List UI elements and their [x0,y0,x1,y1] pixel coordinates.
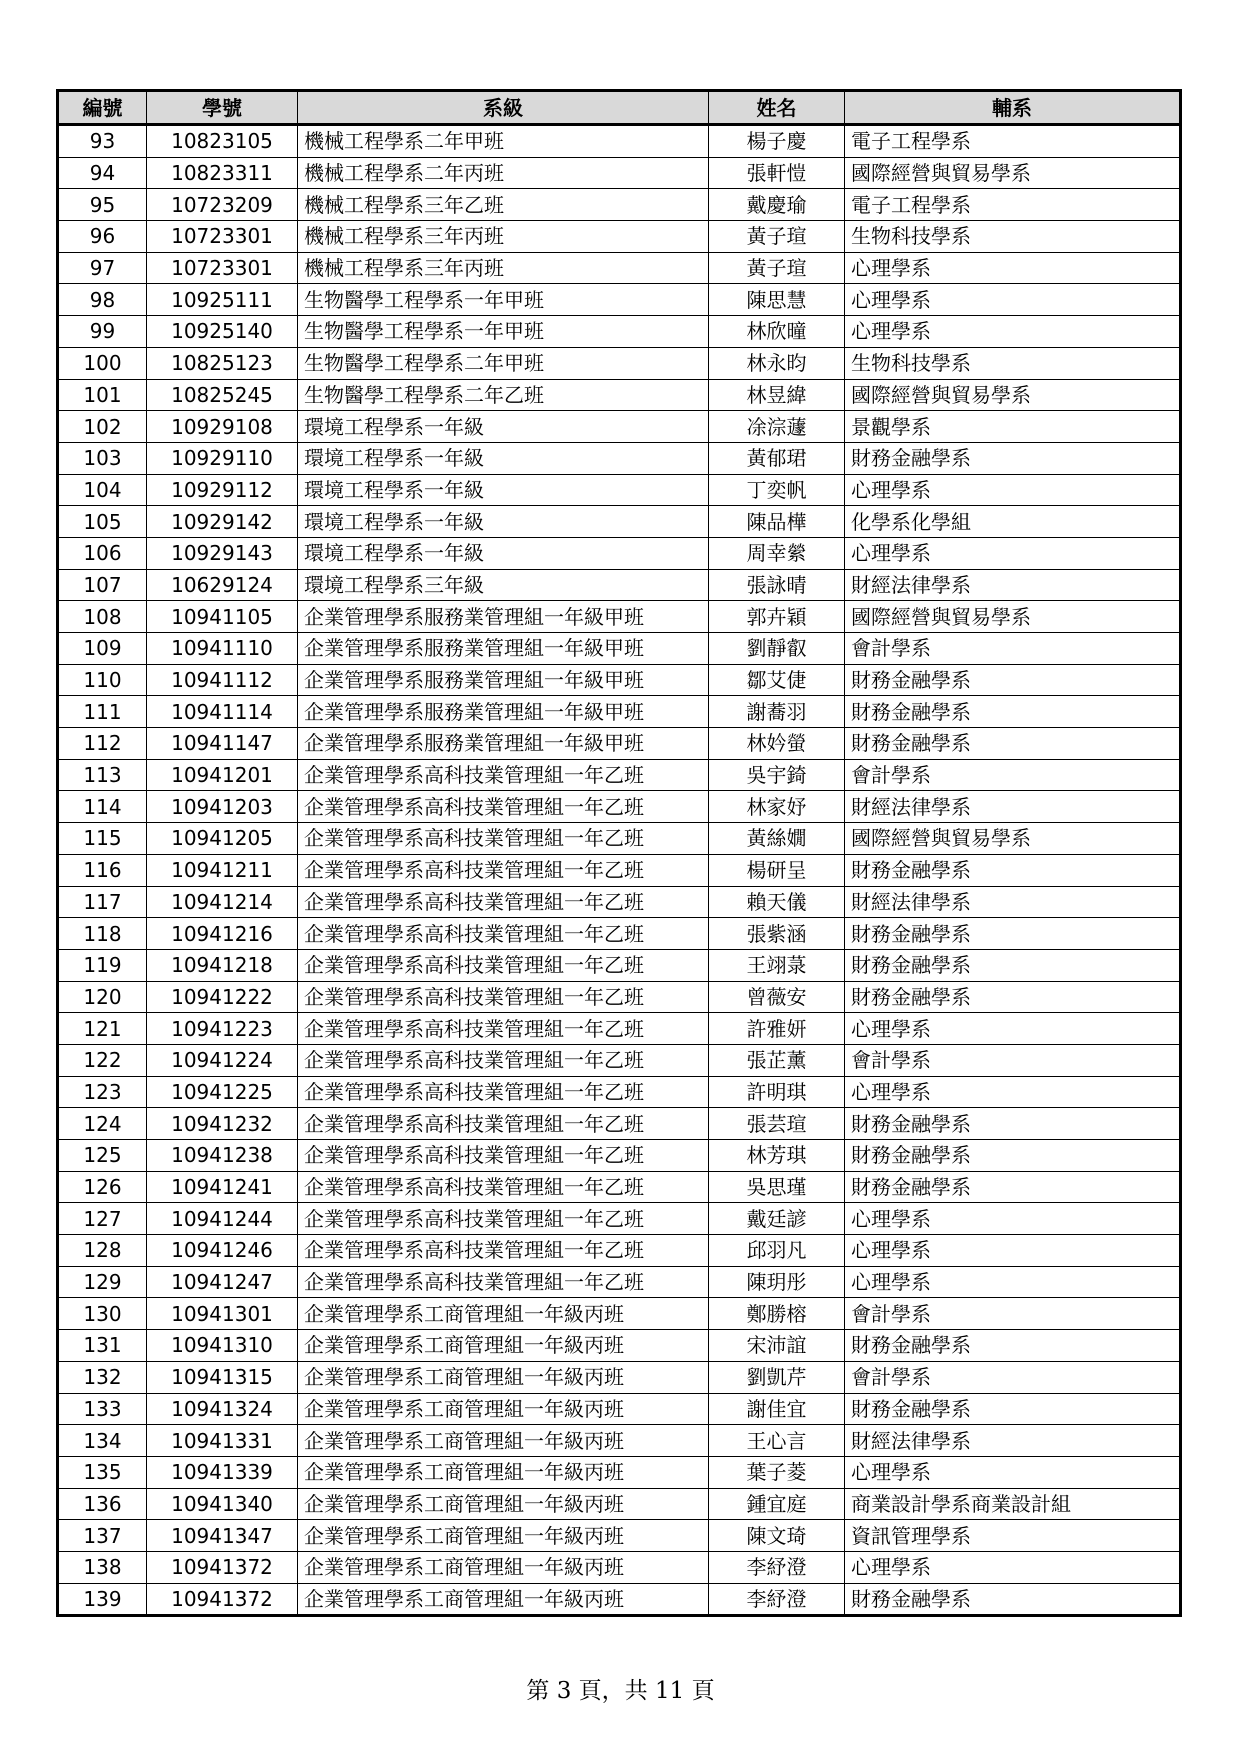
cell-minor: 財務金融學系 [845,1330,1181,1362]
cell-name: 黃子瑄 [709,221,845,253]
cell-number: 114 [58,791,147,823]
cell-number: 121 [58,1013,147,1045]
cell-name: 葉子菱 [709,1456,845,1488]
cell-number: 106 [58,537,147,569]
cell-number: 139 [58,1583,147,1616]
cell-minor: 財務金融學系 [845,696,1181,728]
table-row [58,1044,1181,1076]
cell-name: 陳思慧 [709,284,845,316]
table-row [58,696,1181,728]
cell-department: 機械工程學系三年丙班 [298,252,709,284]
cell-minor: 財務金融學系 [845,1171,1181,1203]
cell-number: 127 [58,1203,147,1235]
cell-minor: 國際經營與貿易學系 [845,379,1181,411]
cell-name: 陳玥彤 [709,1266,845,1298]
cell-minor: 生物科技學系 [845,347,1181,379]
cell-minor: 財務金融學系 [845,728,1181,760]
cell-number: 107 [58,569,147,601]
table-row [58,1583,1181,1616]
table-row [58,442,1181,474]
cell-department: 企業管理學系高科技業管理組一年乙班 [298,1235,709,1267]
cell-minor: 財務金融學系 [845,1583,1181,1616]
table-row [58,1108,1181,1140]
cell-name: 李紓澄 [709,1583,845,1616]
cell-number: 132 [58,1361,147,1393]
cell-name: 張紫涵 [709,918,845,950]
cell-number: 105 [58,506,147,538]
cell-minor: 財經法律學系 [845,791,1181,823]
cell-department: 企業管理學系工商管理組一年級丙班 [298,1520,709,1552]
cell-department: 企業管理學系服務業管理組一年級甲班 [298,696,709,728]
cell-number: 118 [58,918,147,950]
cell-minor: 財務金融學系 [845,442,1181,474]
table-row [58,1076,1181,1108]
header-number: 編號 [58,91,147,125]
cell-student-id: 10941147 [147,728,298,760]
header-row [58,91,1181,125]
table-row [58,1425,1181,1457]
cell-department: 企業管理學系服務業管理組一年級甲班 [298,633,709,665]
cell-department: 企業管理學系高科技業管理組一年乙班 [298,1044,709,1076]
cell-student-id: 10941339 [147,1456,298,1488]
cell-department: 環境工程學系三年級 [298,569,709,601]
table-row [58,981,1181,1013]
cell-department: 企業管理學系高科技業管理組一年乙班 [298,823,709,855]
cell-number: 136 [58,1488,147,1520]
cell-student-id: 10823105 [147,125,298,158]
cell-minor: 財務金融學系 [845,1108,1181,1140]
cell-number: 112 [58,728,147,760]
cell-number: 115 [58,823,147,855]
cell-student-id: 10941241 [147,1171,298,1203]
cell-minor: 心理學系 [845,537,1181,569]
cell-student-id: 10941331 [147,1425,298,1457]
table-row [58,823,1181,855]
cell-student-id: 10941110 [147,633,298,665]
cell-student-id: 10941218 [147,949,298,981]
cell-student-id: 10941223 [147,1013,298,1045]
cell-department: 企業管理學系服務業管理組一年級甲班 [298,664,709,696]
cell-name: 陳品樺 [709,506,845,538]
table-row [58,1456,1181,1488]
table-row [58,949,1181,981]
cell-number: 123 [58,1076,147,1108]
cell-student-id: 10941372 [147,1583,298,1616]
cell-student-id: 10941310 [147,1330,298,1362]
cell-name: 邱羽凡 [709,1235,845,1267]
cell-department: 企業管理學系高科技業管理組一年乙班 [298,1266,709,1298]
cell-number: 100 [58,347,147,379]
cell-number: 104 [58,474,147,506]
cell-student-id: 10825245 [147,379,298,411]
cell-minor: 財務金融學系 [845,1393,1181,1425]
cell-minor: 財務金融學系 [845,1140,1181,1172]
cell-minor: 心理學系 [845,474,1181,506]
cell-department: 企業管理學系高科技業管理組一年乙班 [298,759,709,791]
cell-name: 黃郁珺 [709,442,845,474]
cell-number: 113 [58,759,147,791]
cell-minor: 財務金融學系 [845,918,1181,950]
cell-number: 109 [58,633,147,665]
cell-department: 企業管理學系高科技業管理組一年乙班 [298,1076,709,1108]
cell-department: 企業管理學系工商管理組一年級丙班 [298,1488,709,1520]
cell-department: 生物醫學工程學系一年甲班 [298,284,709,316]
cell-number: 94 [58,157,147,189]
cell-number: 137 [58,1520,147,1552]
cell-minor: 國際經營與貿易學系 [845,157,1181,189]
table-row [58,1140,1181,1172]
cell-name: 黃絲嫺 [709,823,845,855]
table-row [58,1520,1181,1552]
cell-name: 張詠晴 [709,569,845,601]
cell-department: 環境工程學系一年級 [298,474,709,506]
cell-student-id: 10929143 [147,537,298,569]
cell-number: 122 [58,1044,147,1076]
table-row [58,347,1181,379]
cell-name: 林芳琪 [709,1140,845,1172]
cell-student-id: 10723209 [147,189,298,221]
cell-minor: 會計學系 [845,1298,1181,1330]
cell-student-id: 10929112 [147,474,298,506]
cell-name: 許明琪 [709,1076,845,1108]
cell-minor: 電子工程學系 [845,125,1181,158]
table-row [58,791,1181,823]
table-header [58,91,1181,125]
cell-name: 楊子慶 [709,125,845,158]
table-row [58,1235,1181,1267]
cell-name: 丁奕帆 [709,474,845,506]
header-name: 姓名 [709,91,845,125]
cell-number: 128 [58,1235,147,1267]
cell-name: 陳文琦 [709,1520,845,1552]
cell-number: 96 [58,221,147,253]
cell-student-id: 10823311 [147,157,298,189]
cell-department: 企業管理學系高科技業管理組一年乙班 [298,1171,709,1203]
cell-number: 97 [58,252,147,284]
cell-number: 108 [58,601,147,633]
table-row [58,1298,1181,1330]
cell-department: 企業管理學系工商管理組一年級丙班 [298,1330,709,1362]
cell-name: 戴慶瑜 [709,189,845,221]
cell-department: 生物醫學工程學系二年甲班 [298,347,709,379]
cell-number: 95 [58,189,147,221]
cell-department: 生物醫學工程學系二年乙班 [298,379,709,411]
table-row [58,157,1181,189]
cell-number: 130 [58,1298,147,1330]
cell-minor: 心理學系 [845,284,1181,316]
cell-name: 李紓澄 [709,1551,845,1583]
cell-name: 黃子瑄 [709,252,845,284]
cell-department: 企業管理學系工商管理組一年級丙班 [298,1361,709,1393]
cell-student-id: 10723301 [147,252,298,284]
cell-department: 生物醫學工程學系一年甲班 [298,316,709,348]
table-body [58,125,1181,1616]
cell-name: 林欣曈 [709,316,845,348]
page-number: 第 3 頁，共 11 頁 [526,1678,715,1704]
cell-minor: 化學系化學組 [845,506,1181,538]
cell-department: 企業管理學系工商管理組一年級丙班 [298,1456,709,1488]
table-row [58,569,1181,601]
table-row [58,125,1181,158]
table-row [58,221,1181,253]
cell-minor: 心理學系 [845,1551,1181,1583]
cell-department: 機械工程學系三年乙班 [298,189,709,221]
cell-minor: 財務金融學系 [845,664,1181,696]
cell-student-id: 10941225 [147,1076,298,1108]
table-row [58,886,1181,918]
cell-name: 戴廷諺 [709,1203,845,1235]
cell-student-id: 10941201 [147,759,298,791]
cell-minor: 心理學系 [845,252,1181,284]
table-row [58,1361,1181,1393]
cell-minor: 心理學系 [845,1076,1181,1108]
cell-minor: 財務金融學系 [845,854,1181,886]
cell-department: 環境工程學系一年級 [298,537,709,569]
table-row [58,1171,1181,1203]
cell-name: 林永昀 [709,347,845,379]
cell-name: 劉靜叡 [709,633,845,665]
cell-department: 企業管理學系高科技業管理組一年乙班 [298,791,709,823]
cell-minor: 會計學系 [845,1361,1181,1393]
cell-department: 企業管理學系服務業管理組一年級甲班 [298,601,709,633]
cell-student-id: 10825123 [147,347,298,379]
cell-student-id: 10941105 [147,601,298,633]
table-row [58,537,1181,569]
cell-name: 賴天儀 [709,886,845,918]
table-row [58,284,1181,316]
cell-student-id: 10941224 [147,1044,298,1076]
cell-minor: 心理學系 [845,1266,1181,1298]
cell-number: 129 [58,1266,147,1298]
header-student-id: 學號 [147,91,298,125]
cell-department: 企業管理學系高科技業管理組一年乙班 [298,1013,709,1045]
cell-name: 劉凱芹 [709,1361,845,1393]
table-row [58,728,1181,760]
table-row [58,189,1181,221]
table-row [58,316,1181,348]
cell-number: 124 [58,1108,147,1140]
cell-minor: 心理學系 [845,1456,1181,1488]
cell-department: 企業管理學系工商管理組一年級丙班 [298,1298,709,1330]
cell-name: 鍾宜庭 [709,1488,845,1520]
cell-number: 135 [58,1456,147,1488]
cell-name: 張軒愷 [709,157,845,189]
cell-name: 鄭勝榕 [709,1298,845,1330]
cell-student-id: 10941301 [147,1298,298,1330]
cell-department: 環境工程學系一年級 [298,442,709,474]
cell-minor: 會計學系 [845,1044,1181,1076]
cell-minor: 資訊管理學系 [845,1520,1181,1552]
cell-minor: 財經法律學系 [845,569,1181,601]
table-row [58,1330,1181,1362]
cell-number: 126 [58,1171,147,1203]
cell-department: 企業管理學系工商管理組一年級丙班 [298,1583,709,1616]
cell-number: 134 [58,1425,147,1457]
table-row [58,1393,1181,1425]
cell-number: 125 [58,1140,147,1172]
cell-number: 99 [58,316,147,348]
cell-student-id: 10941247 [147,1266,298,1298]
cell-student-id: 10941222 [147,981,298,1013]
cell-number: 138 [58,1551,147,1583]
cell-department: 企業管理學系高科技業管理組一年乙班 [298,918,709,950]
table-row [58,854,1181,886]
cell-student-id: 10941205 [147,823,298,855]
table-row [58,664,1181,696]
cell-minor: 心理學系 [845,1235,1181,1267]
cell-student-id: 10941244 [147,1203,298,1235]
table-row [58,252,1181,284]
cell-name: 許雅妍 [709,1013,845,1045]
table-row [58,633,1181,665]
cell-department: 機械工程學系二年甲班 [298,125,709,158]
table-row [58,601,1181,633]
cell-student-id: 10941112 [147,664,298,696]
cell-student-id: 10723301 [147,221,298,253]
cell-number: 117 [58,886,147,918]
cell-minor: 商業設計學系商業設計組 [845,1488,1181,1520]
cell-name: 謝佳宜 [709,1393,845,1425]
cell-minor: 生物科技學系 [845,221,1181,253]
cell-student-id: 10941372 [147,1551,298,1583]
cell-department: 企業管理學系工商管理組一年級丙班 [298,1425,709,1457]
cell-student-id: 10941324 [147,1393,298,1425]
cell-number: 103 [58,442,147,474]
cell-department: 企業管理學系高科技業管理組一年乙班 [298,1140,709,1172]
cell-minor: 國際經營與貿易學系 [845,823,1181,855]
cell-student-id: 10941232 [147,1108,298,1140]
cell-student-id: 10925111 [147,284,298,316]
cell-student-id: 10941114 [147,696,298,728]
cell-minor: 會計學系 [845,633,1181,665]
cell-minor: 電子工程學系 [845,189,1181,221]
header-minor: 輔系 [845,91,1181,125]
cell-student-id: 10629124 [147,569,298,601]
cell-name: 林昱緯 [709,379,845,411]
cell-student-id: 10941315 [147,1361,298,1393]
cell-student-id: 10929110 [147,442,298,474]
cell-minor: 景觀學系 [845,411,1181,443]
cell-number: 101 [58,379,147,411]
cell-student-id: 10929108 [147,411,298,443]
cell-department: 機械工程學系三年丙班 [298,221,709,253]
cell-name: 楊研呈 [709,854,845,886]
cell-name: 周幸縈 [709,537,845,569]
cell-minor: 財經法律學系 [845,886,1181,918]
cell-number: 119 [58,949,147,981]
table-row [58,918,1181,950]
cell-name: 張芸瑄 [709,1108,845,1140]
cell-minor: 國際經營與貿易學系 [845,601,1181,633]
cell-number: 133 [58,1393,147,1425]
cell-student-id: 10941203 [147,791,298,823]
cell-department: 企業管理學系高科技業管理組一年乙班 [298,981,709,1013]
cell-minor: 財務金融學系 [845,981,1181,1013]
table-row [58,506,1181,538]
cell-student-id: 10941238 [147,1140,298,1172]
cell-name: 吳思瑾 [709,1171,845,1203]
cell-name: 王心言 [709,1425,845,1457]
cell-number: 98 [58,284,147,316]
cell-student-id: 10941214 [147,886,298,918]
table-row [58,1013,1181,1045]
cell-name: 郭卉穎 [709,601,845,633]
cell-department: 企業管理學系高科技業管理組一年乙班 [298,1203,709,1235]
cell-number: 110 [58,664,147,696]
cell-minor: 心理學系 [845,1013,1181,1045]
cell-name: 凃淙蘧 [709,411,845,443]
cell-name: 曾薇安 [709,981,845,1013]
table-row [58,1488,1181,1520]
cell-name: 林家妤 [709,791,845,823]
cell-department: 企業管理學系高科技業管理組一年乙班 [298,949,709,981]
header-department: 系級 [298,91,709,125]
cell-minor: 財經法律學系 [845,1425,1181,1457]
cell-student-id: 10941347 [147,1520,298,1552]
cell-student-id: 10941211 [147,854,298,886]
student-minor-table [56,89,1182,1617]
cell-name: 鄒艾倢 [709,664,845,696]
cell-number: 102 [58,411,147,443]
cell-student-id: 10941246 [147,1235,298,1267]
table-row [58,379,1181,411]
cell-name: 謝蕎羽 [709,696,845,728]
table-row [58,411,1181,443]
cell-department: 企業管理學系工商管理組一年級丙班 [298,1551,709,1583]
cell-department: 企業管理學系高科技業管理組一年乙班 [298,854,709,886]
cell-student-id: 10941340 [147,1488,298,1520]
table-row [58,1203,1181,1235]
cell-department: 企業管理學系服務業管理組一年級甲班 [298,728,709,760]
cell-name: 林妗螢 [709,728,845,760]
cell-student-id: 10925140 [147,316,298,348]
cell-number: 93 [58,125,147,158]
cell-department: 環境工程學系一年級 [298,506,709,538]
cell-department: 企業管理學系高科技業管理組一年乙班 [298,886,709,918]
table-row [58,1551,1181,1583]
table-row [58,474,1181,506]
cell-department: 環境工程學系一年級 [298,411,709,443]
cell-department: 機械工程學系二年丙班 [298,157,709,189]
cell-number: 120 [58,981,147,1013]
cell-minor: 財務金融學系 [845,949,1181,981]
cell-name: 張芷薰 [709,1044,845,1076]
cell-student-id: 10941216 [147,918,298,950]
table-row [58,1266,1181,1298]
cell-minor: 心理學系 [845,1203,1181,1235]
cell-number: 131 [58,1330,147,1362]
cell-student-id: 10929142 [147,506,298,538]
cell-department: 企業管理學系工商管理組一年級丙班 [298,1393,709,1425]
table-row [58,759,1181,791]
cell-number: 111 [58,696,147,728]
cell-minor: 會計學系 [845,759,1181,791]
cell-department: 企業管理學系高科技業管理組一年乙班 [298,1108,709,1140]
cell-name: 吳宇錡 [709,759,845,791]
cell-minor: 心理學系 [845,316,1181,348]
cell-number: 116 [58,854,147,886]
cell-name: 宋沛誼 [709,1330,845,1362]
cell-name: 王翊菉 [709,949,845,981]
